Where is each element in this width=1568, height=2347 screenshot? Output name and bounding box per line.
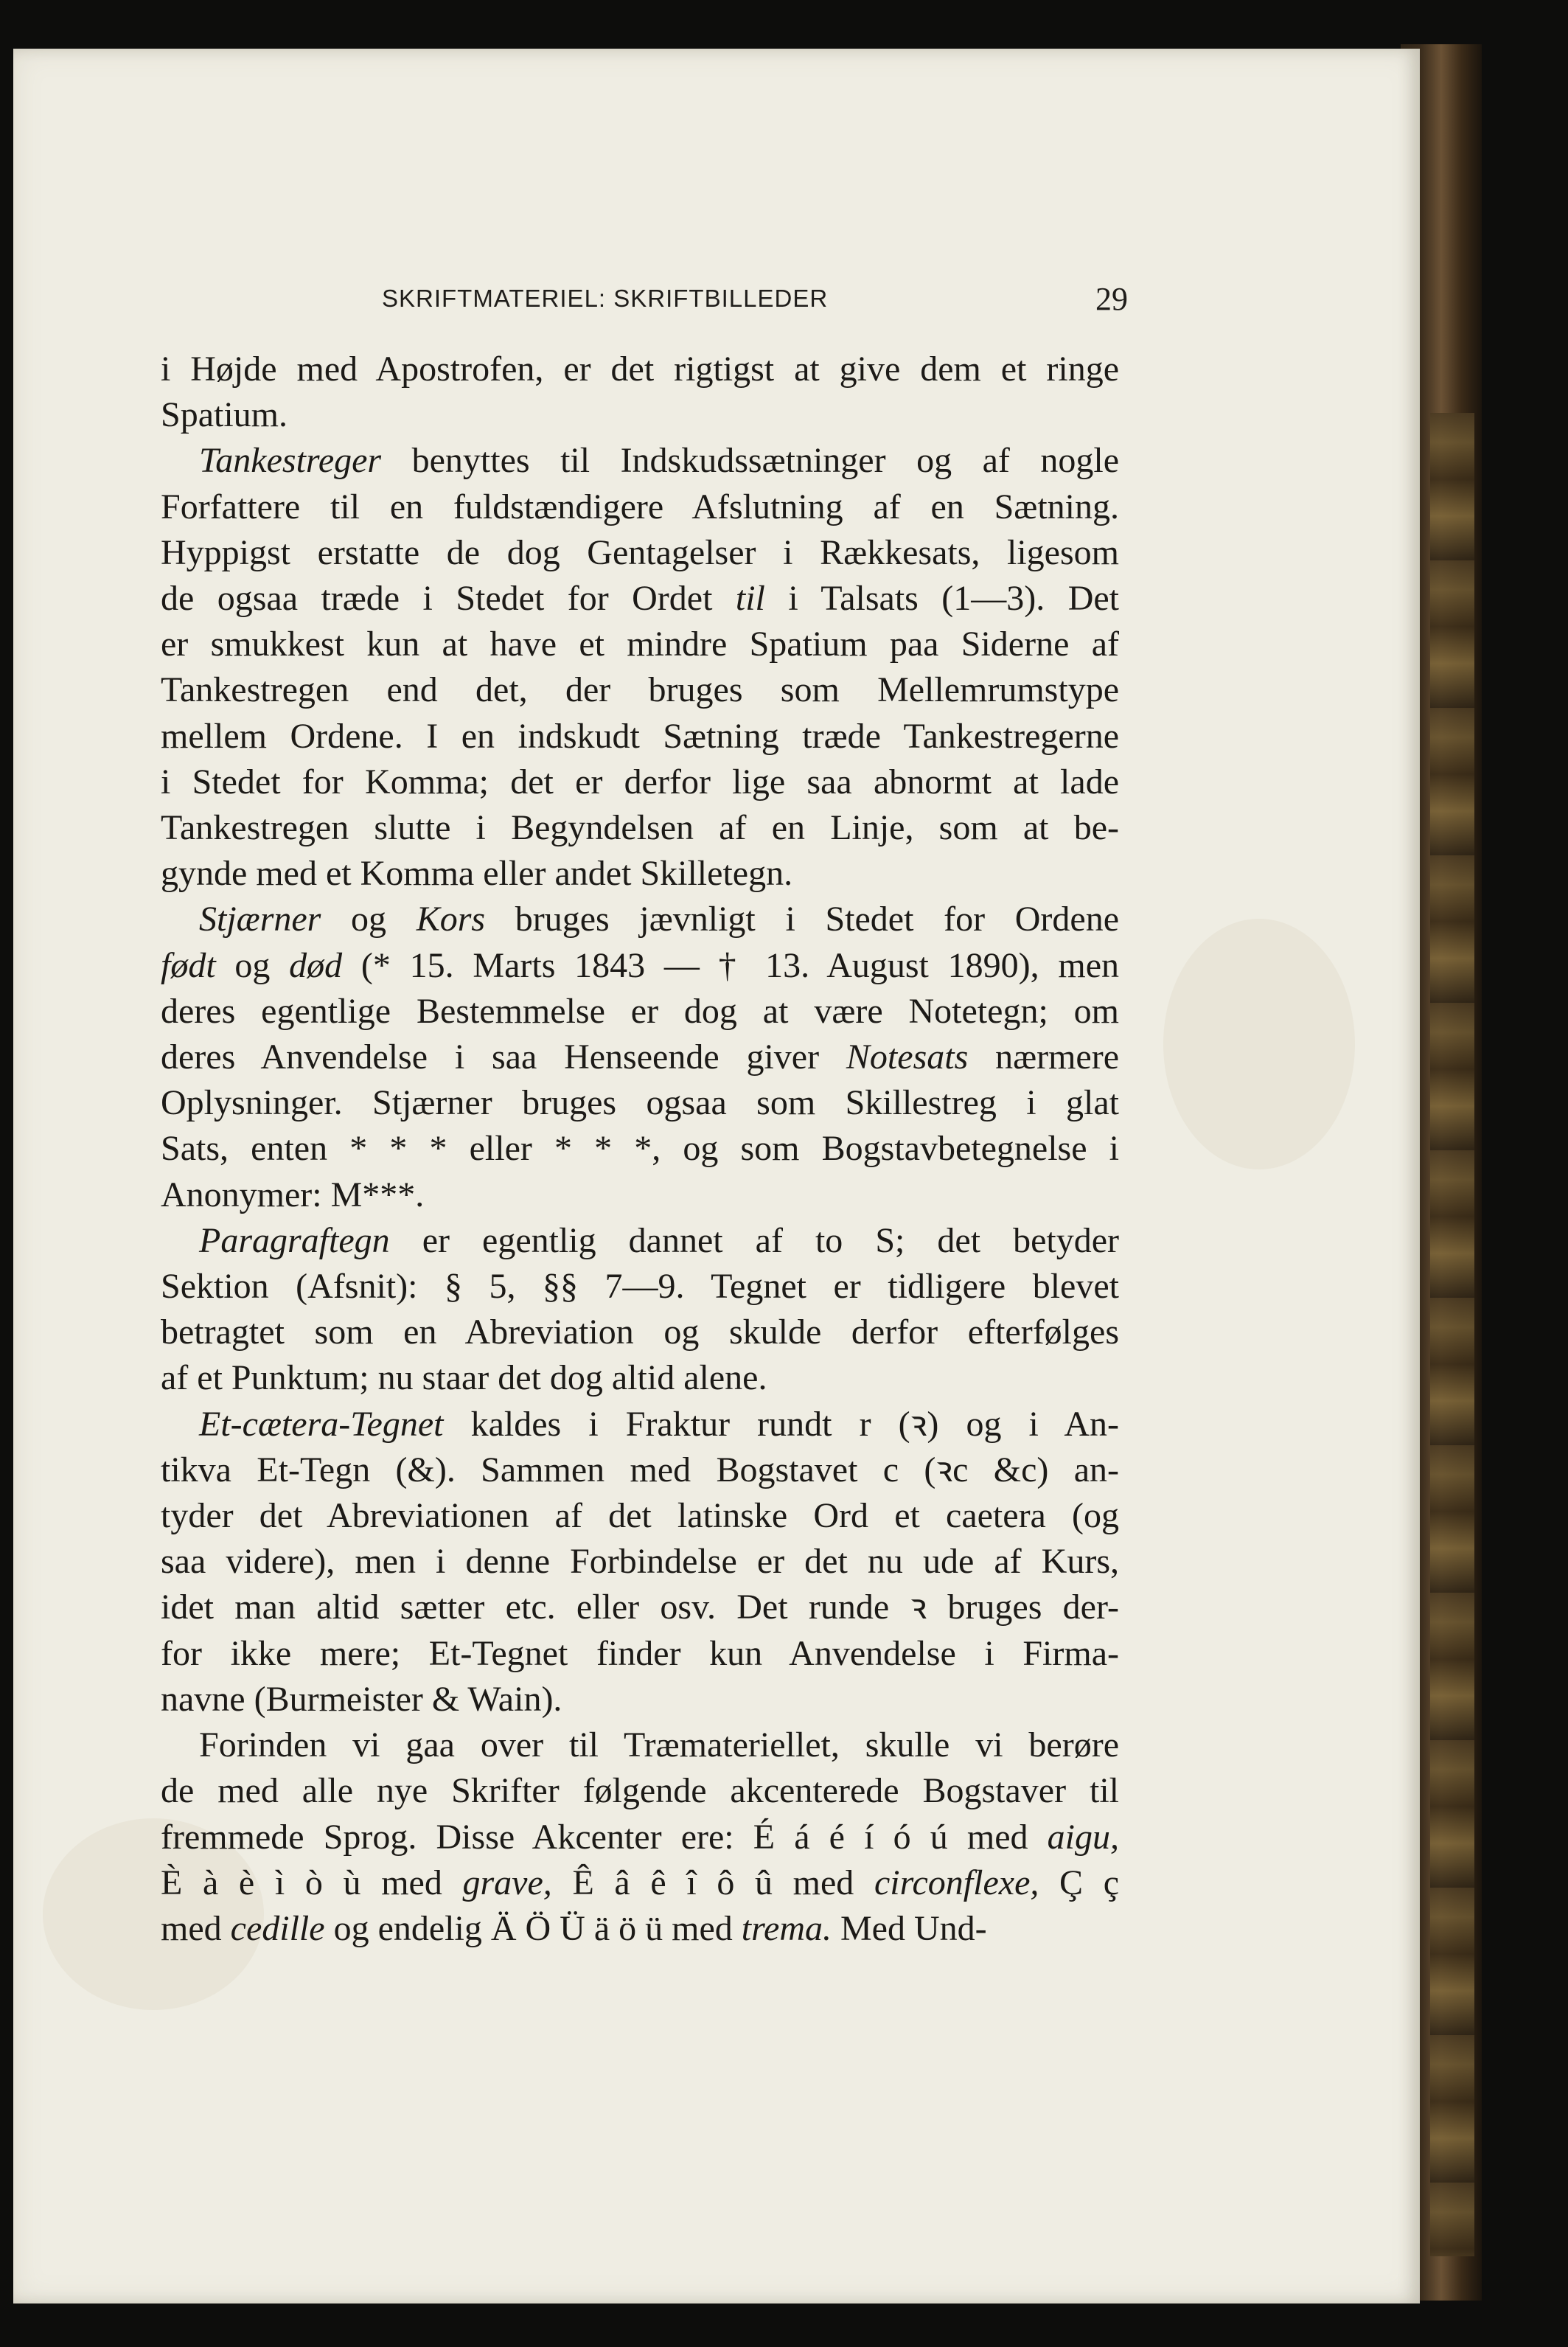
text-run: de ogsaa træde i Stedet for Ordet: [161, 579, 736, 619]
text-line: [161, 1035, 1119, 1080]
text-run: fremmede Sprog. Disse Akcenter ere: É á é í ó ú med: [161, 1817, 1048, 1857]
text-run: bruges jævnligt i Stedet for Ordene: [485, 900, 1120, 939]
text-line: tikva Et-Tegn (&). Sammen med Bogstavet c (ꝛc &c) an-: [161, 1450, 1119, 1489]
text-line: Forinden vi gaa over til Træmateriellet, skulle vi berøre: [199, 1725, 1119, 1765]
italic-term: født: [161, 945, 216, 985]
italic-term: Paragraftegn: [199, 1220, 390, 1260]
text-line: for ikke mere; Et-Tegnet finder kun Anvendelse i Firma-: [161, 1633, 1119, 1673]
text-line: Hyppigst erstatte de dog Gentagelser i Rækkesats, ligesom: [161, 532, 1119, 572]
text-line: idet man altid sætter etc. eller osv. Det runde ꝛ bruges der-: [161, 1588, 1119, 1627]
text-line: de med alle nye Skrifter følgende akcenterede Bogstaver til: [161, 1771, 1119, 1811]
italic-term: grave,: [462, 1863, 552, 1902]
text-line: Sats, enten * * * eller * * *, og som Bogstavbetegnelse i: [161, 1129, 1119, 1169]
text-line: [161, 897, 1119, 942]
italic-term: Et-cætera-Tegnet: [199, 1404, 444, 1444]
text-line: Anonymer: M***.: [161, 1175, 425, 1214]
text-line: Tankestregen end det, der bruges som Mellemrumstype: [161, 670, 1119, 710]
text-run: deres Anvendelse i saa Henseende giver: [161, 1037, 846, 1077]
italic-term: Stjærner: [199, 900, 321, 939]
text-line: [161, 1860, 1119, 1906]
paragraph: [161, 438, 1119, 897]
text-line: [161, 1402, 1119, 1447]
text-run: nærmere: [968, 1037, 1120, 1077]
page-number: 29: [1095, 281, 1128, 317]
text-run: kaldes i Fraktur rundt r (ꝛ) og i An-: [443, 1404, 1119, 1444]
text-run: Med Und-: [831, 1908, 987, 1948]
spine-marbled-edge: [1430, 413, 1474, 2256]
text-line: Spatium.: [161, 395, 288, 435]
italic-term: død: [289, 945, 343, 985]
text-run: med: [161, 1908, 231, 1948]
text-run: Ê â ê î ô û med: [551, 1863, 874, 1902]
paragraph: [161, 897, 1119, 1217]
text-line: gynde med et Komma eller andet Skilletegn.: [161, 854, 793, 894]
text-line: deres egentlige Bestemmelse er dog at være Notetegn; om: [161, 991, 1119, 1031]
italic-term: aigu,: [1047, 1817, 1119, 1857]
text-run: È à è ì ò ù med: [161, 1863, 463, 1902]
text-run: og endelig Ä Ö Ü ä ö ü med: [324, 1908, 742, 1948]
italic-term: til: [735, 579, 765, 619]
text-run: (* 15. Marts 1843 — † 13. August 1890), men: [342, 945, 1120, 985]
running-head: SKRIFTMATERIEL: SKRIFTBILLEDER: [382, 285, 829, 312]
text-line: er smukkest kun at have et mindre Spatium paa Siderne af: [161, 625, 1119, 664]
text-line: [161, 576, 1119, 622]
italic-term: Tankestreger: [199, 441, 382, 481]
text-line: navne (Burmeister & Wain).: [161, 1679, 562, 1719]
italic-term: trema.: [741, 1908, 832, 1948]
text-line: i Stedet for Komma; det er derfor lige saa abnormt at lade: [161, 762, 1119, 802]
text-run: i Talsats (1—3). Det: [764, 579, 1119, 619]
text-line: [161, 1815, 1119, 1860]
body-text: [161, 347, 1119, 1952]
text-run: og: [321, 900, 417, 939]
text-line: Forfattere til en fuldstændigere Afslutning af en Sætning.: [161, 487, 1119, 526]
text-line: [161, 1218, 1119, 1264]
italic-term: Kors: [416, 900, 486, 939]
text-line: i Højde med Apostrofen, er det rigtigst at give dem et ringe: [161, 350, 1119, 389]
text-line: af et Punktum; nu staar det dog altid alene.: [161, 1358, 767, 1398]
text-line: [161, 943, 1119, 989]
paper-stain: [1163, 919, 1355, 1169]
text-line: [161, 438, 1119, 484]
text-line: Tankestregen slutte i Begyndelsen af en Linje, som at be-: [161, 808, 1119, 848]
paragraph: [161, 1218, 1119, 1402]
text-line: saa videre), men i denne Forbindelse er det nu ude af Kurs,: [161, 1542, 1119, 1582]
text-run: og: [215, 945, 290, 985]
text-run: er egentlig dannet af to S; det betyder: [389, 1220, 1119, 1260]
paragraph: [161, 1722, 1119, 1952]
text-line: Oplysninger. Stjærner bruges ogsaa som Skillestreg i glat: [161, 1083, 1119, 1123]
italic-term: circonflexe,: [874, 1863, 1039, 1902]
text-line: mellem Ordene. I en indskudt Sætning træde Tankestregerne: [161, 716, 1119, 756]
text-run: Ç ç: [1039, 1863, 1120, 1902]
text-line: betragtet som en Abreviation og skulde derfor efterfølges: [161, 1312, 1119, 1352]
paragraph: [161, 1402, 1119, 1722]
text-run: benyttes til Indskudssætninger og af nogle: [381, 441, 1119, 481]
text-line: tyder det Abreviationen af det latinske Ord et caetera (og: [161, 1496, 1119, 1536]
page-header: [382, 281, 1128, 329]
text-line: Sektion (Afsnit): § 5, §§ 7—9. Tegnet er tidligere blevet: [161, 1267, 1119, 1307]
paragraph: [161, 347, 1119, 438]
italic-term: Notesats: [846, 1037, 969, 1077]
italic-term: cedille: [230, 1908, 325, 1948]
text-line: [161, 1906, 1119, 1952]
